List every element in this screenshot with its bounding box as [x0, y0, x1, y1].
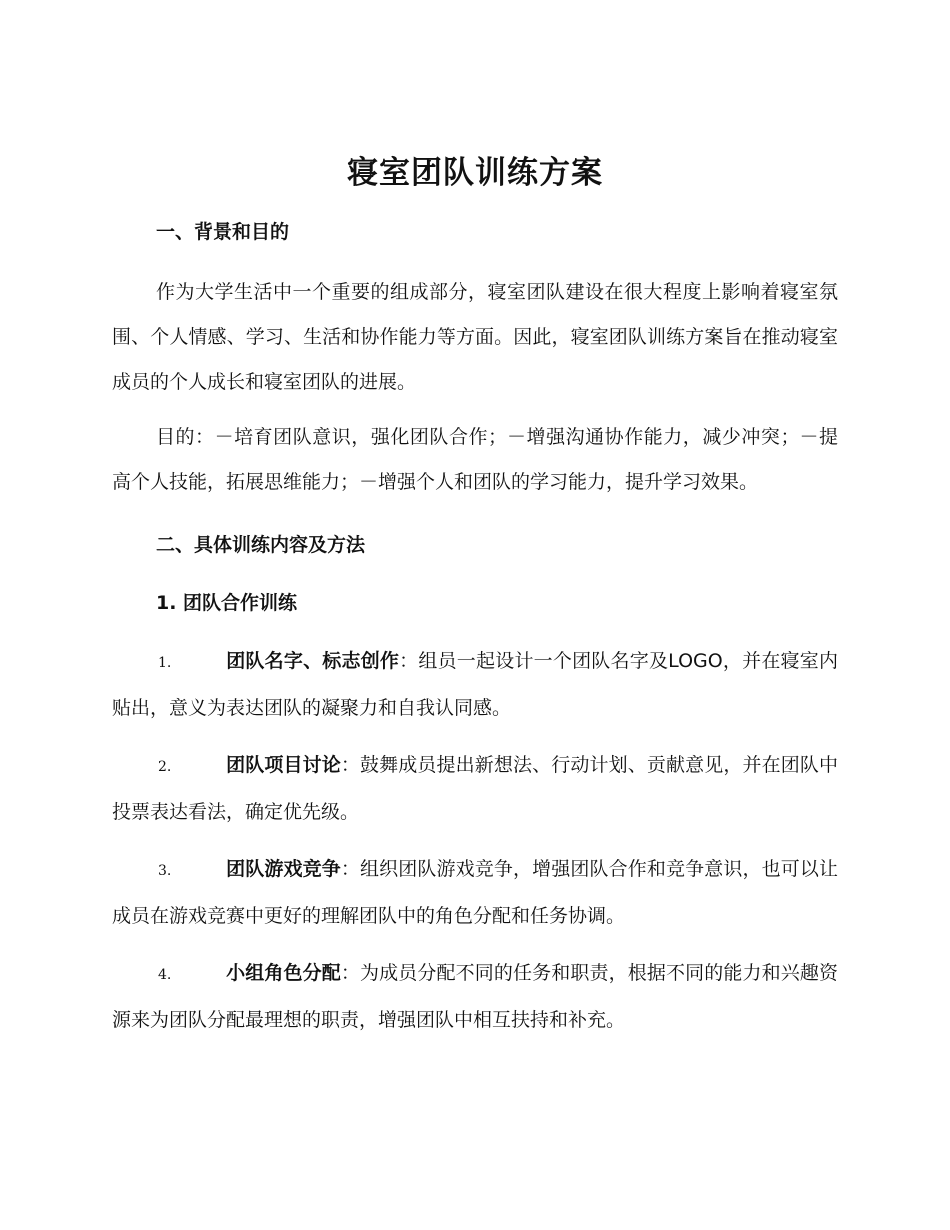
document-title: 寝室团队训练方案	[347, 155, 603, 191]
list-item-title: 小组角色分配	[226, 962, 341, 984]
list-item	[112, 951, 838, 1043]
document-content	[112, 150, 838, 1043]
list-number: 4.	[158, 967, 172, 983]
list-item	[112, 639, 838, 731]
list-item-text: ：鼓舞成员提出新想法、行动计划、贡献意见，并在团队中投票表达看法，确定优先级。	[112, 754, 838, 823]
list-item	[112, 847, 838, 939]
list-item-text: ：组织团队游戏竞争，增强团队合作和竞争意识，也可以让成员在游戏竞赛中更好的理解团队中的角色分配和任务协调。	[112, 858, 838, 927]
section-heading-background: 一、背景和目的	[156, 221, 290, 243]
subsection-heading-teamwork: 1. 团队合作训练	[156, 592, 298, 614]
list-item-text: ：组员一起设计一个团队名字及LOGO，并在寝室内贴出，意义为表达团队的凝聚力和自我认同感。	[112, 650, 838, 719]
list-item-title: 团队项目讨论	[226, 754, 341, 776]
objectives-paragraph: 目的：－培育团队意识，强化团队合作；－增强沟通协作能力，减少冲突；－提高个人技能，拓展思维能力；－增强个人和团队的学习能力，提升学习效果。	[112, 426, 838, 493]
background-paragraph: 作为大学生活中一个重要的组成部分，寝室团队建设在很大程度上影响着寝室氛围、个人情感、学习、生活和协作能力等方面。因此，寝室团队训练方案旨在推动寝室成员的个人成长和寝室团队的进展。	[112, 281, 838, 393]
list-item-title: 团队名字、标志创作	[226, 650, 400, 672]
list-item-title: 团队游戏竞争	[226, 858, 341, 880]
list-number: 1.	[158, 655, 172, 671]
section-heading-training: 二、具体训练内容及方法	[156, 534, 366, 556]
list-item	[112, 743, 838, 835]
list-number: 2.	[158, 759, 172, 775]
list-number: 3.	[158, 863, 172, 879]
list-item-text: ：为成员分配不同的任务和职责，根据不同的能力和兴趣资源来为团队分配最理想的职责，增强团队中相互扶持和补充。	[112, 962, 838, 1031]
